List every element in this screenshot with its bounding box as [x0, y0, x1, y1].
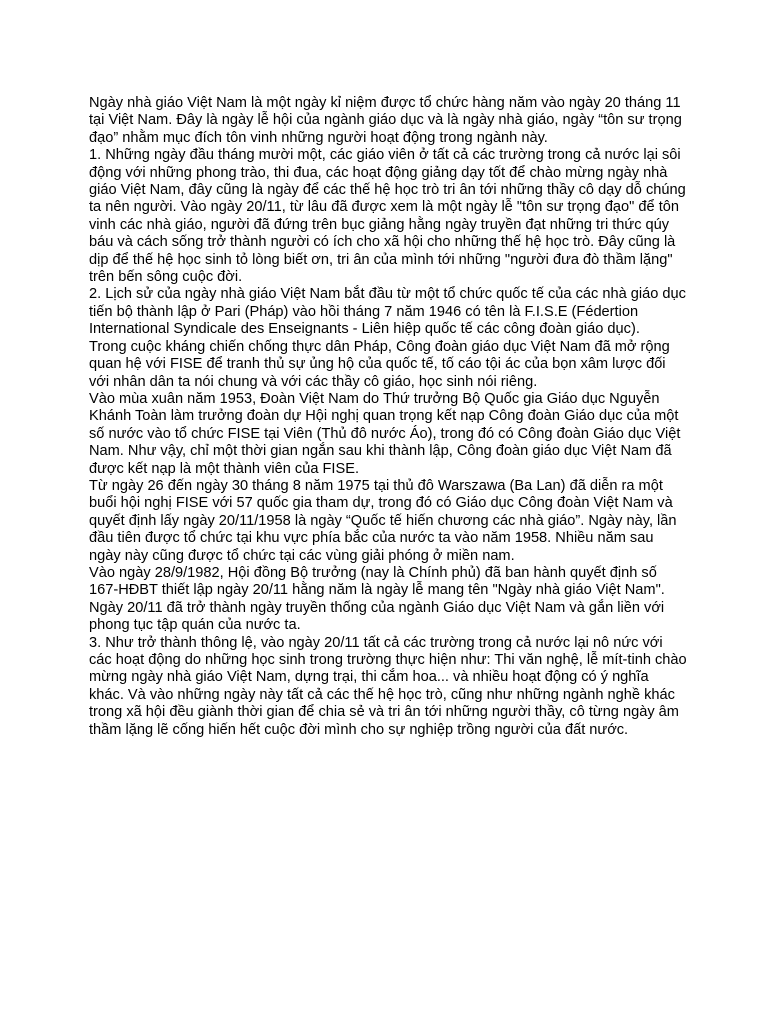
paragraph-1982: Vào ngày 28/9/1982, Hội đồng Bộ trưởng (nay là Chính phủ) đã ban hành quyết định số 167-HĐBT thiết lập ngày 20/11 hằng năm là ngày lễ mang tên "Ngày nhà giáo Việt Nam". Ngày 20/11 đã trở thành ngày truyền thống của ngành Giáo dục Việt Nam và gắn liền với phong tục tập quán của nước ta.: [89, 564, 665, 634]
paragraph-section-1: 1. Những ngày đầu tháng mười một, các giáo viên ở tất cả các trường trong cả nước lại sôi động với những phong trào, thi đua, các hoạt động giảng dạy tốt để chào mừng ngày nhà giáo Việt Nam, đây cũng là ngày để các thế hệ học trò tri ân tới những thầy cô dạy dỗ chúng ta nên người. Vào ngày 20/11, từ lâu đã được xem là một ngày lễ "tôn sư trọng đạo" để tôn vinh các nhà giáo, người đã đứng trên bục giảng hằng ngày truyền đạt những tri thức qúy báu và cách sống trở thành người có ích cho xã hội cho những thế hệ học trò. Đây cũng là dịp để thế hệ học sinh tỏ lòng biết ơn, tri ân của mình tới những "người đưa đò thầm lặng" trên bến sông cuộc đời.: [89, 147, 686, 286]
document-body: [89, 95, 687, 739]
paragraph-warszawa: Từ ngày 26 đến ngày 30 tháng 8 năm 1975 tại thủ đô Warszawa (Ba Lan) đã diễn ra một buổi hội nghị FISE với 57 quốc gia tham dự, trong đó có Giáo dục Công đoàn Việt Nam và quyết định lấy ngày 20/11/1958 là ngày “Quốc tế hiến chương các nhà giáo”. Ngày này, lần đầu tiên được tổ chức tại khu vực phía bắc của nước ta vào năm 1958. Nhiều năm sau ngày này cũng được tổ chức tại các vùng giải phóng ở miền nam.: [89, 477, 677, 564]
paragraph-resistance: Trong cuộc kháng chiến chống thực dân Pháp, Công đoàn giáo dục Việt Nam đã mở rộng quan hệ với FISE để tranh thủ sự ủng hộ của quốc tế, tố cáo tội ác của bọn xâm lược đối với nhân dân ta nói chung và với các thầy cô giáo, học sinh nói riêng.: [89, 338, 670, 390]
paragraph-1953: Vào mùa xuân năm 1953, Đoàn Việt Nam do Thứ trưởng Bộ Quốc gia Giáo dục Nguyễn Khánh Toàn làm trưởng đoàn dự Hội nghị quan trọng kết nạp Công đoàn Giáo dục của một số nước vào tổ chức FISE tại Viên (Thủ đô nước Áo), trong đó có Công đoàn Giáo dục Việt Nam. Như vậy, chỉ một thời gian ngắn sau khi thành lập, Công đoàn giáo dục Việt Nam đã được kết nạp là một thành viên của FISE.: [89, 390, 681, 477]
paragraph-section-3: 3. Như trở thành thông lệ, vào ngày 20/11 tất cả các trường trong cả nước lại nô nức với các hoạt động do những học sinh trong trường thực hiện như: Thi văn nghệ, lễ mít-tinh chào mừng ngày nhà giáo Việt Nam, dựng trại, thi cắm hoa... và nhiều hoạt động có ý nghĩa khác. Và vào những ngày này tất cả các thế hệ học trò, cũng như những ngành nghề khác trong xã hội đều giành thời gian để chia sẻ và tri ân tới những người thầy, cô từng ngày âm thầm lặng lẽ cống hiến hết cuộc đời mình cho sự nghiệp trồng người của đất nước.: [89, 634, 687, 738]
paragraph-intro: Ngày nhà giáo Việt Nam là một ngày kỉ niệm được tổ chức hàng năm vào ngày 20 tháng 11 tại Việt Nam. Đây là ngày lễ hội của ngành giáo dục và là ngày nhà giáo, ngày “tôn sư trọng đạo” nhằm mục đích tôn vinh những người hoạt động trong ngành này.: [89, 95, 682, 146]
paragraph-section-2: 2. Lịch sử của ngày nhà giáo Việt Nam bắt đầu từ một tổ chức quốc tế của các nhà giáo dục tiến bộ thành lập ở Pari (Pháp) vào hồi tháng 7 năm 1946 có tên là F.I.S.E (Fédertion International Syndicale des Enseignants - Liên hiệp quốc tế các công đoàn giáo dục).: [89, 286, 686, 338]
